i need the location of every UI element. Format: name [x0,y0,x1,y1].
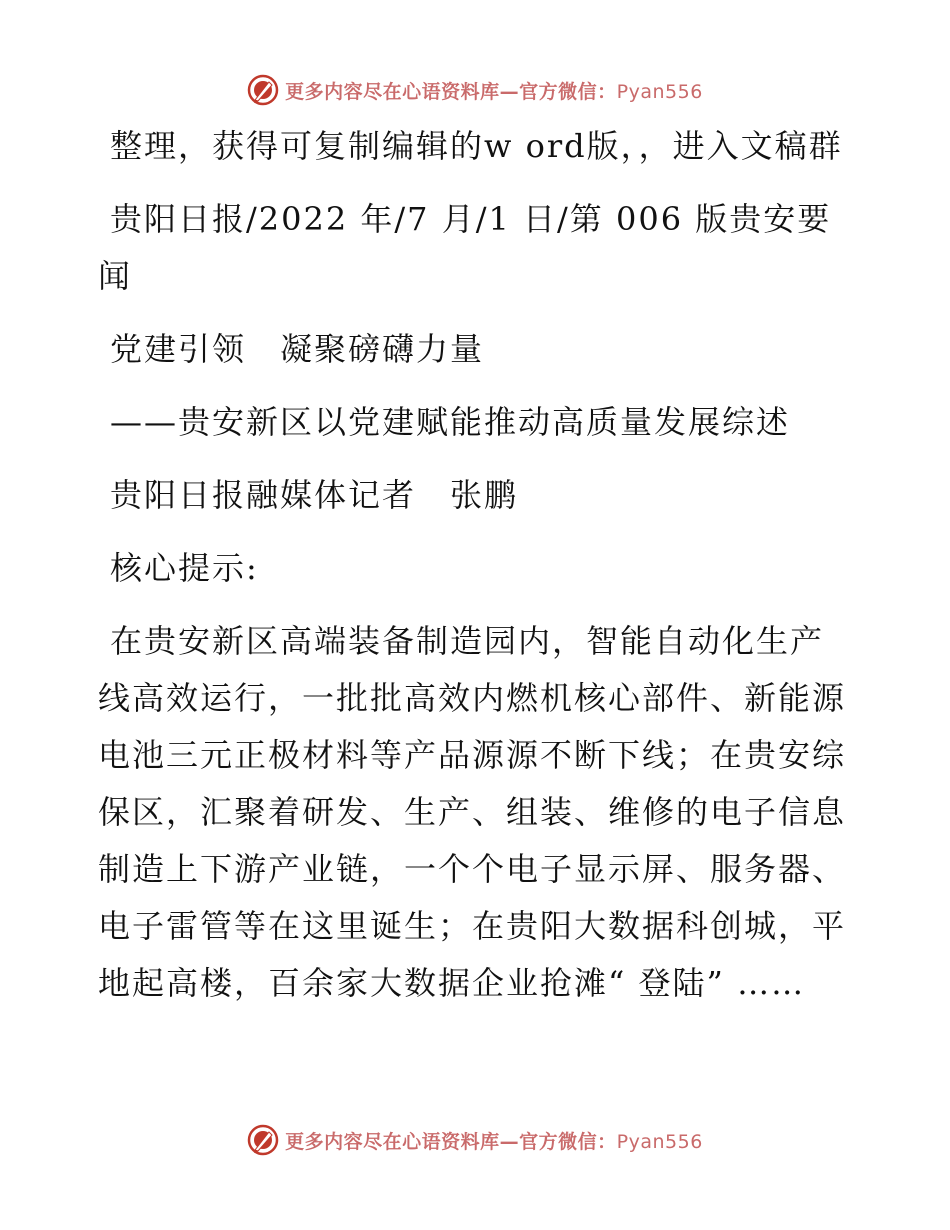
footer-watermark-banner [0,1120,950,1160]
document-body [98,118,850,1012]
banner-label: 更多内容尽在心语资料库—官方微信： [285,1130,617,1153]
intro-paragraph: 整理，获得可复制编辑的w ord版，，进入文稿群 [110,127,843,165]
wechat-id: Pyan556 [616,1130,703,1153]
article-subtitle: ——贵安新区以党建赋能推动高质量发展综述 [110,403,791,441]
source-line: 贵阳日报/2022 年/7 月/1 日/第 006 版贵安要闻 [98,200,832,295]
key-points-label: 核心提示: [110,549,259,587]
byline: 贵阳日报融媒体记者 张鹏 [110,476,519,514]
body-paragraph: 在贵安新区高端装备制造园内，智能自动化生产线高效运行，一批批高效内燃机核心部件、新能源电池三元正极材料等产品源源不断下线；在贵安综保区，汇聚着研发、生产、组装、维修的电子信息制造上下游产业链，一个个电子显示屏、服务器、电子雷管等在这里诞生；在贵阳大数据科创城，平地起高楼，百余家大数据企业抢滩“ 登陆” …… [98,622,847,1002]
banner-text [285,77,703,104]
article-title: 党建引领 凝聚磅礴力量 [110,330,485,368]
banner-text [285,1127,703,1154]
quill-logo-icon [247,74,279,106]
quill-logo-icon [247,1124,279,1156]
header-watermark-banner [0,70,950,110]
banner-label: 更多内容尽在心语资料库—官方微信： [285,80,617,103]
wechat-id: Pyan556 [616,80,703,103]
